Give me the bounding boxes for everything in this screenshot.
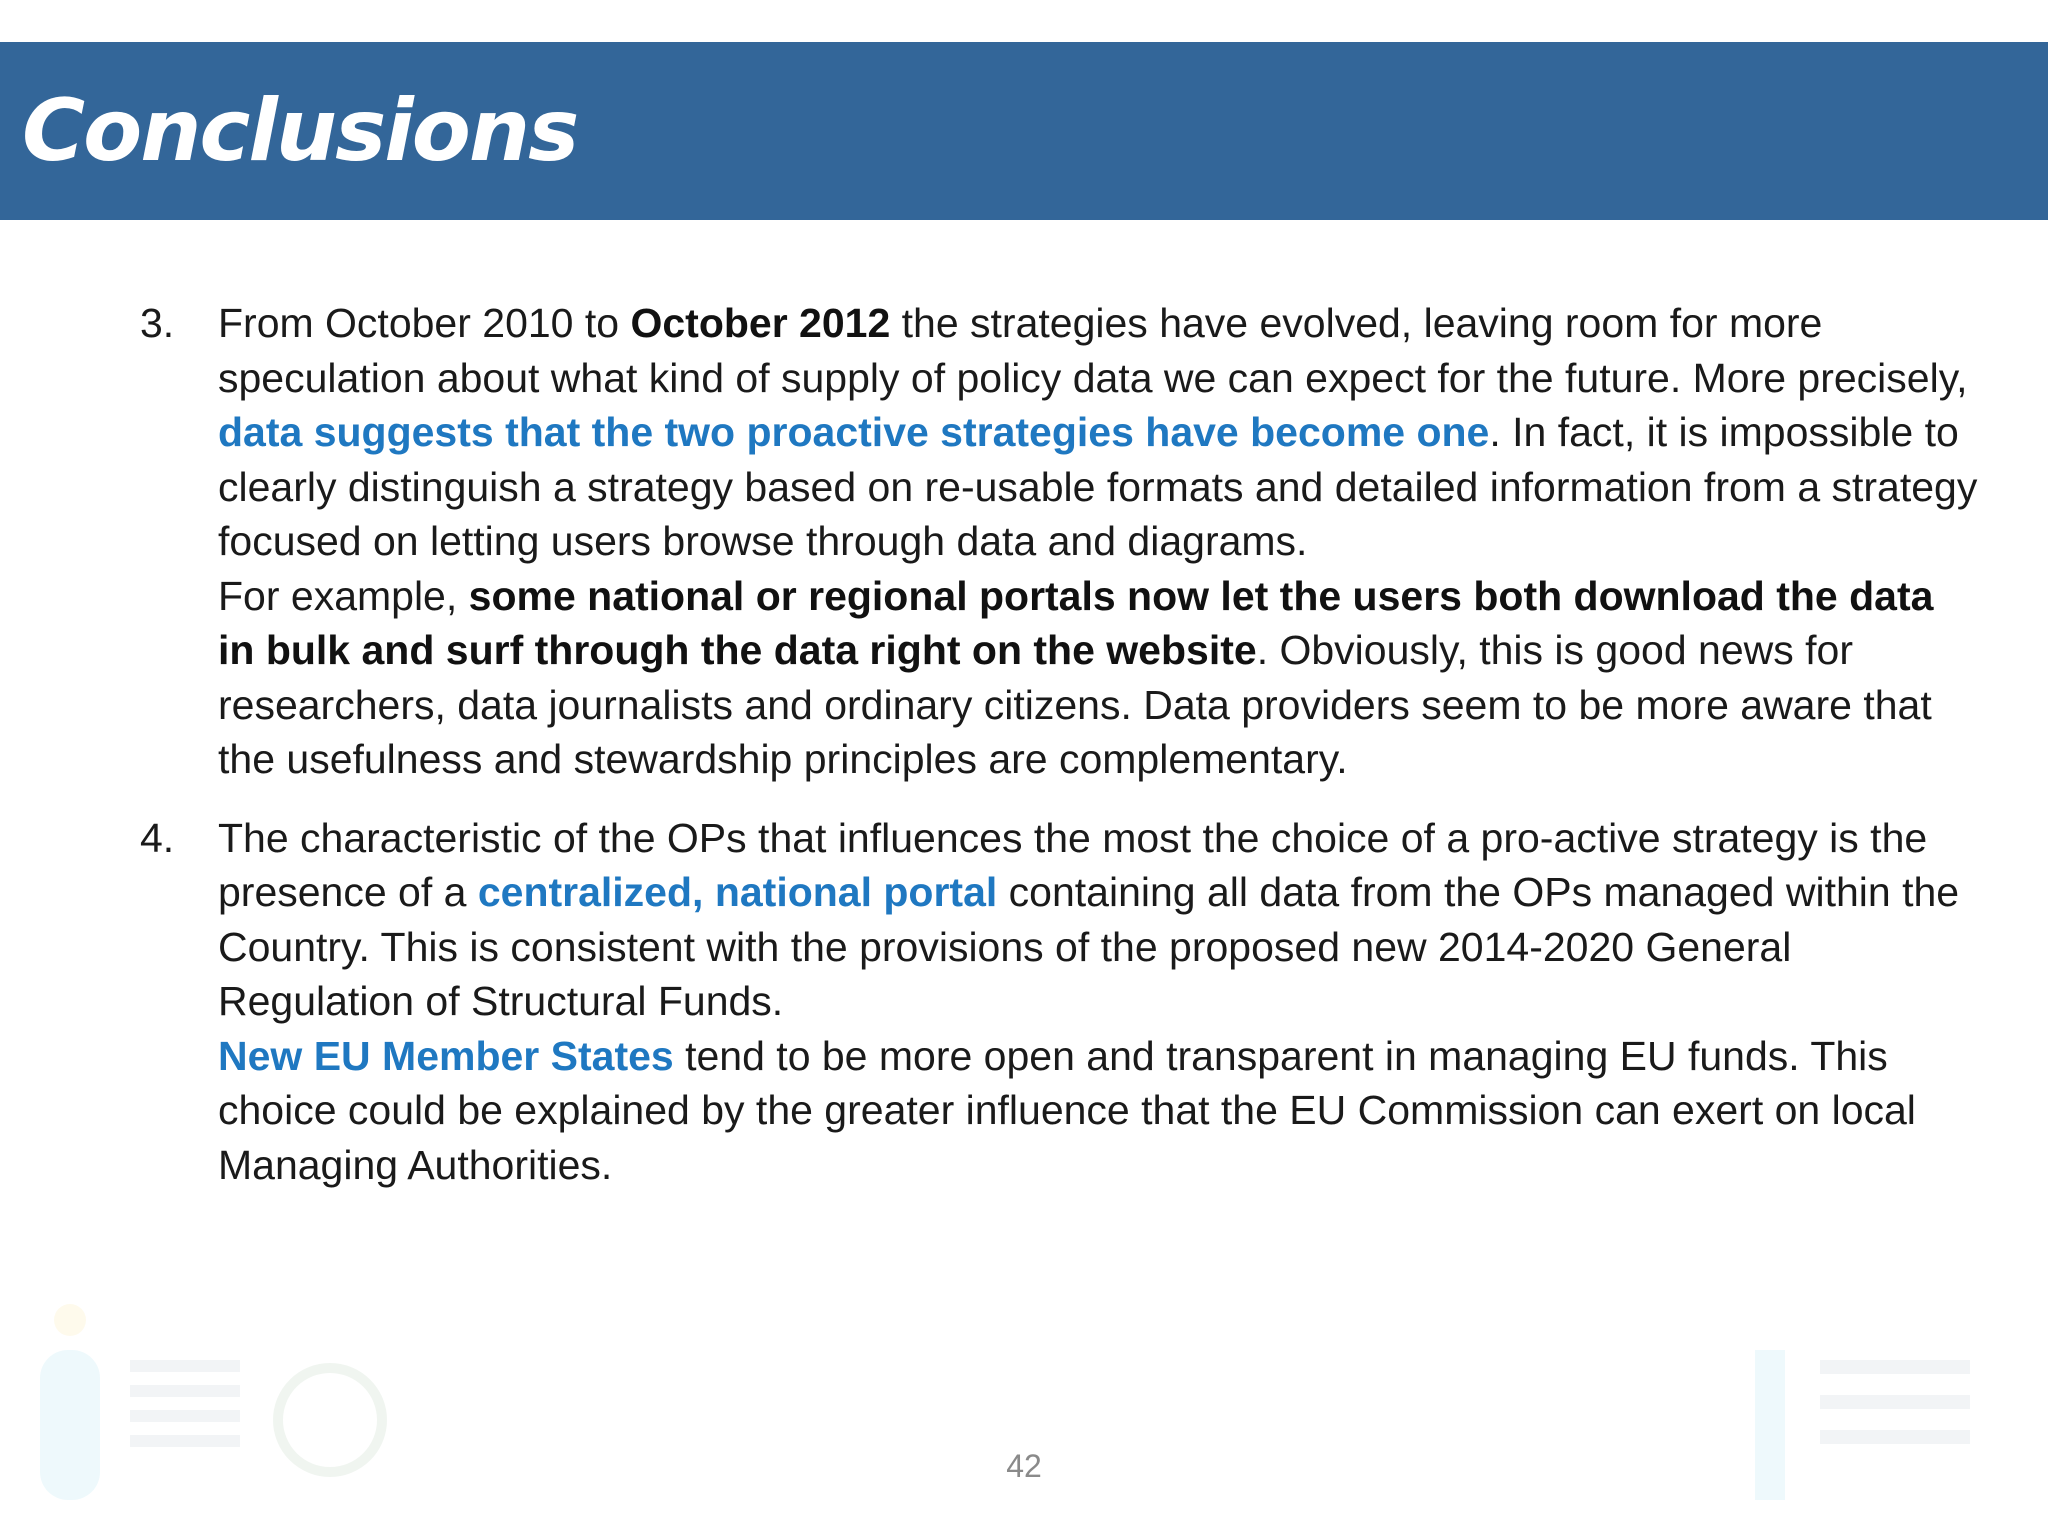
conclusion-item-4 <box>140 811 1980 1193</box>
highlight-text: data suggests that the two proactive strategies have become one <box>218 409 1490 455</box>
page-number: 42 <box>1006 1448 1042 1484</box>
text-run: tend to be more open and transparent in managing EU funds. This choice could be explained by the greater influence that the EU Commission can exert on local Managing Authorities. <box>218 1032 1916 1188</box>
watermark-logos <box>0 1290 2048 1536</box>
conclusion-item-3 <box>140 296 1980 787</box>
item-paragraph <box>218 811 1980 1029</box>
text-run: some national or regional portals now let the users both download the data in bulk and surf through the data right on the website <box>218 572 1934 673</box>
title-band <box>0 42 2048 220</box>
text-run: the strategies have evolved, leaving room for more speculation about what kind of supply of policy data we can expect for the future. More precisely, <box>218 300 1968 401</box>
item-paragraph <box>218 1029 1980 1193</box>
highlight-text: New EU Member States <box>218 1032 674 1079</box>
text-run: October 2012 <box>630 300 891 346</box>
text-run: containing all data from the OPs managed within the Country. This is consistent with the provisions of the proposed new 2014-2020 General Regulation of Structural Funds. <box>218 869 1960 1024</box>
conclusions-list <box>140 296 1980 1216</box>
item-number: 4. <box>140 814 175 861</box>
text-run: . In fact, it is impossible to clearly distinguish a strategy based on re-usable formats and detailed information from a strategy focused on letting users browse through data and diagrams. <box>218 409 1978 564</box>
slide-title: Conclusions <box>22 81 578 181</box>
text-run: . Obviously, this is good news for researchers, data journalists and ordinary citizens. Data providers seem to be more aware that the usefulness and stewardship principles are complementary. <box>218 627 1932 782</box>
item-paragraph <box>218 569 1980 787</box>
item-paragraph <box>218 296 1980 569</box>
text-run: The characteristic of the OPs that influences the most the choice of a pro-active strategy is the presence of a <box>218 814 1928 915</box>
text-run: For example, <box>218 572 469 619</box>
highlight-text: centralized, national portal <box>477 869 998 915</box>
item-number: 3. <box>140 300 175 346</box>
text-run: From October 2010 to <box>218 300 631 346</box>
